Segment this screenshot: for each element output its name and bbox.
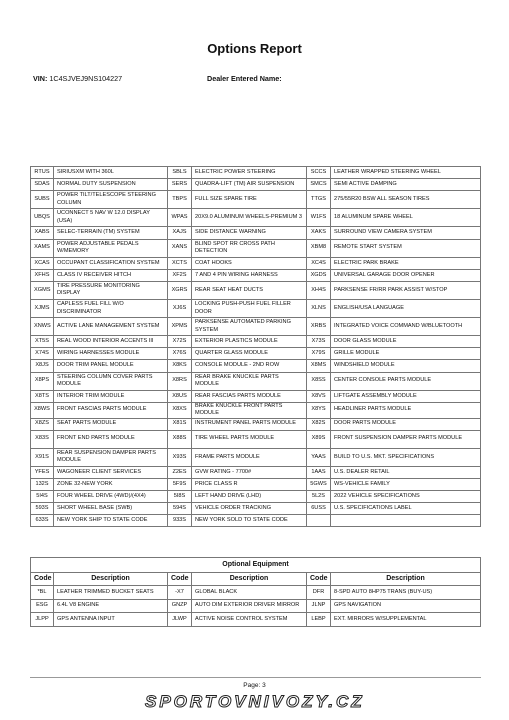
option-description-cell: U.S. DEALER RETAIL — [331, 466, 481, 478]
option-code-cell: XJ6S — [168, 299, 192, 317]
option-description-cell: BLIND SPOT RR CROSS PATH DETECTION — [192, 239, 307, 257]
option-description-cell: ACTIVE LANE MANAGEMENT SYSTEM — [54, 318, 168, 336]
vin-value: 1C4SJVEJ9NS104227 — [49, 74, 123, 83]
option-code-cell: Z2ES — [168, 466, 192, 478]
option-description-cell: SEMI ACTIVE DAMPING — [331, 179, 481, 191]
option-code-cell: X8TS — [31, 390, 54, 402]
option-description-cell: ZONE 32-NEW YORK — [54, 479, 168, 491]
option-code-cell: XC4S — [307, 257, 331, 269]
option-code-cell: YFES — [31, 466, 54, 478]
option-code-cell: X8XS — [168, 402, 192, 418]
table-row — [31, 430, 481, 448]
option-code-cell: YAAS — [307, 448, 331, 466]
option-code-cell: XCTS — [168, 257, 192, 269]
option-description-cell: DOOR PARTS MODULE — [331, 418, 481, 430]
column-header-description: Description — [331, 573, 481, 586]
option-code-cell: XAKS — [307, 227, 331, 239]
option-description-cell: DOOR GLASS MODULE — [331, 336, 481, 348]
option-description-cell: WAGONEER CLIENT SERVICES — [54, 466, 168, 478]
report-title: Options Report — [207, 41, 302, 56]
option-description-cell: CAPLESS FUEL FILL W/O DISCRIMINATOR — [54, 299, 168, 317]
table-row — [31, 257, 481, 269]
option-code-cell: UBQS — [31, 209, 54, 227]
table-row — [31, 515, 481, 527]
column-header-code: Code — [307, 573, 331, 586]
option-code-cell: TBPS — [168, 191, 192, 209]
option-code-cell: 132S — [31, 479, 54, 491]
table-row — [31, 167, 481, 179]
option-description-cell: WINDSHIELD MODULE — [331, 360, 481, 372]
option-description-cell: LEATHER WRAPPED STEERING WHEEL — [331, 167, 481, 179]
option-description-cell: HEADLINER PARTS MODULE — [331, 402, 481, 418]
standard-equipment-table — [30, 166, 481, 527]
option-description-cell: LEFT HAND DRIVE (LHD) — [192, 491, 307, 503]
option-description-cell: PRICE CLASS R — [192, 479, 307, 491]
option-description-cell: EXT. MIRRORS W/SUPPLEMENTAL — [331, 613, 481, 627]
option-code-cell: XANS — [168, 239, 192, 257]
option-description-cell: WS-VEHICLE FAMILY — [331, 479, 481, 491]
option-code-cell: X8PS — [31, 372, 54, 390]
option-code-cell: X79S — [307, 348, 331, 360]
option-code-cell: X83S — [31, 430, 54, 448]
table-row — [31, 479, 481, 491]
option-code-cell: X91S — [31, 448, 54, 466]
option-description-cell: INSTRUMENT PANEL PARTS MODULE — [192, 418, 307, 430]
option-code-cell: 593S — [31, 503, 54, 515]
option-code-cell: SBLS — [168, 167, 192, 179]
option-description-cell: NORMAL DUTY SUSPENSION — [54, 179, 168, 191]
option-code-cell: 594S — [168, 503, 192, 515]
table-row — [31, 503, 481, 515]
table-row — [31, 281, 481, 299]
table-row — [31, 348, 481, 360]
option-description-cell: REAR BRAKE KNUCKLE PARTS MODULE — [192, 372, 307, 390]
option-code-cell: X82S — [307, 418, 331, 430]
option-description-cell: CENTER CONSOLE PARTS MODULE — [331, 372, 481, 390]
option-description-cell: NEW YORK SHIP TO STATE CODE — [54, 515, 168, 527]
option-code-cell: 5I8S — [168, 491, 192, 503]
option-code-cell: -X7 — [168, 586, 192, 600]
option-description-cell: FRONT END PARTS MODULE — [54, 430, 168, 448]
option-description-cell: 18 ALUMINUM SPARE WHEEL — [331, 209, 481, 227]
option-description-cell: U.S. SPECIFICATIONS LABEL — [331, 503, 481, 515]
option-description-cell: CONSOLE MODULE - 2ND ROW — [192, 360, 307, 372]
option-description-cell: INTERIOR TRIM MODULE — [54, 390, 168, 402]
option-description-cell: TIRE PRESSURE MONITORING DISPLAY — [54, 281, 168, 299]
option-code-cell: X8US — [168, 390, 192, 402]
option-description-cell: 8-SPD AUTO 8HP75 TRANS (BUY-US) — [331, 586, 481, 600]
option-code-cell: XAMS — [31, 239, 54, 257]
option-description-cell: TIRE WHEEL PARTS MODULE — [192, 430, 307, 448]
option-code-cell: W1FS — [307, 209, 331, 227]
option-code-cell: 6USS — [307, 503, 331, 515]
option-description-cell: PARKSENSE FR/RR PARK ASSIST W/STOP — [331, 281, 481, 299]
option-description-cell: SELEC-TERRAIN (TM) SYSTEM — [54, 227, 168, 239]
option-code-cell: SCCS — [307, 167, 331, 179]
table-row — [31, 269, 481, 281]
option-code-cell: X81S — [168, 418, 192, 430]
option-code-cell: XT5S — [31, 336, 54, 348]
option-description-cell: 2022 VEHICLE SPECIFICATIONS — [331, 491, 481, 503]
option-code-cell: X73S — [307, 336, 331, 348]
option-code-cell: DFR — [307, 586, 331, 600]
option-description-cell: ELECTRIC PARK BRAKE — [331, 257, 481, 269]
option-code-cell: XNWS — [31, 318, 54, 336]
option-code-cell — [307, 515, 331, 527]
option-code-cell: X8ZS — [31, 418, 54, 430]
option-description-cell: STEERING COLUMN COVER PARTS MODULE — [54, 372, 168, 390]
option-code-cell: X93S — [168, 448, 192, 466]
option-code-cell: X72S — [168, 336, 192, 348]
option-code-cell: RTUS — [31, 167, 54, 179]
option-description-cell: 20X9.0 ALUMINUM WHEELS-PREMIUM 3 — [192, 209, 307, 227]
option-code-cell: JLNP — [307, 599, 331, 613]
option-code-cell: X88S — [168, 430, 192, 448]
table-row — [31, 179, 481, 191]
option-description-cell: SIDE DISTANCE WARNING — [192, 227, 307, 239]
table-row — [31, 299, 481, 317]
vin-line — [33, 74, 122, 83]
table-row — [31, 191, 481, 209]
option-description-cell: PARKSENSE AUTOMATED PARKING SYSTEM — [192, 318, 307, 336]
option-description-cell: FULL SIZE SPARE TIRE — [192, 191, 307, 209]
option-code-cell: X8VS — [307, 390, 331, 402]
option-description-cell: DOOR TRIM PANEL MODULE — [54, 360, 168, 372]
option-code-cell: XGMS — [31, 281, 54, 299]
optional-equipment-table — [30, 557, 481, 627]
option-description-cell: WIRING HARNESSES MODULE — [54, 348, 168, 360]
option-code-cell: XF2S — [168, 269, 192, 281]
column-header-description: Description — [192, 573, 307, 586]
table-row — [31, 402, 481, 418]
optional-equipment-title: Optional Equipment — [31, 558, 481, 573]
table-row — [31, 209, 481, 227]
option-code-cell: JLWP — [168, 613, 192, 627]
option-code-cell: 1AAS — [307, 466, 331, 478]
table-row — [31, 336, 481, 348]
option-code-cell: LEBP — [307, 613, 331, 627]
option-code-cell: XBM8 — [307, 239, 331, 257]
option-description-cell: OCCUPANT CLASSIFICATION SYSTEM — [54, 257, 168, 269]
option-code-cell: X76S — [168, 348, 192, 360]
option-description-cell: REAL WOOD INTERIOR ACCENTS III — [54, 336, 168, 348]
option-code-cell: X8RS — [168, 372, 192, 390]
option-code-cell: X8MS — [307, 360, 331, 372]
column-header-code: Code — [31, 573, 54, 586]
column-header-description: Description — [54, 573, 168, 586]
option-description-cell: BRAKE KNUCKLE FRONT PARTS MODULE — [192, 402, 307, 418]
option-description-cell: REAR FASCIAS PARTS MODULE — [192, 390, 307, 402]
option-description-cell: GVW RATING - 7700# — [192, 466, 307, 478]
option-description-cell: GLOBAL BLACK — [192, 586, 307, 600]
option-code-cell: XFHS — [31, 269, 54, 281]
option-description-cell: ACTIVE NOISE CONTROL SYSTEM — [192, 613, 307, 627]
option-code-cell: 933S — [168, 515, 192, 527]
option-code-cell: X74S — [31, 348, 54, 360]
option-code-cell: ESG — [31, 599, 54, 613]
option-description-cell: NEW YORK SOLD TO STATE CODE — [192, 515, 307, 527]
option-description-cell: REAR SUSPENSION DAMPER PARTS MODULE — [54, 448, 168, 466]
table-row — [31, 360, 481, 372]
option-description-cell: SEAT PARTS MODULE — [54, 418, 168, 430]
option-description-cell: SHORT WHEEL BASE (SWB) — [54, 503, 168, 515]
option-code-cell: 5I4S — [31, 491, 54, 503]
option-code-cell: 633S — [31, 515, 54, 527]
table-row — [31, 239, 481, 257]
option-description-cell: 7 AND 4 PIN WIRING HARNESS — [192, 269, 307, 281]
option-code-cell: 5F9S — [168, 479, 192, 491]
option-description-cell: SURROUND VIEW CAMERA SYSTEM — [331, 227, 481, 239]
option-description-cell: CLASS IV RECEIVER HITCH — [54, 269, 168, 281]
option-description-cell: FRONT FASCIAS PARTS MODULE — [54, 402, 168, 418]
option-code-cell: XPMS — [168, 318, 192, 336]
option-code-cell: 5L2S — [307, 491, 331, 503]
option-description-cell: LOCKING PUSH-PUSH FUEL FILLER DOOR — [192, 299, 307, 317]
option-description-cell — [331, 515, 481, 527]
option-description-cell: FRAME PARTS MODULE — [192, 448, 307, 466]
footer-divider — [30, 677, 481, 678]
option-description-cell: REAR SEAT HEAT DUCTS — [192, 281, 307, 299]
option-code-cell: TTGS — [307, 191, 331, 209]
option-description-cell: BUILD TO U.S. MKT. SPECIFICATIONS — [331, 448, 481, 466]
option-code-cell: WPAS — [168, 209, 192, 227]
option-description-cell: 6.4L V8 ENGINE — [54, 599, 168, 613]
option-description-cell: ELECTRIC POWER STEERING — [192, 167, 307, 179]
table-row — [31, 613, 481, 627]
table-row — [31, 418, 481, 430]
option-code-cell: XCAS — [31, 257, 54, 269]
table-row — [31, 318, 481, 336]
option-code-cell: X8JS — [31, 360, 54, 372]
option-code-cell: JLPP — [31, 613, 54, 627]
option-description-cell: SIRIUSXM WITH 360L — [54, 167, 168, 179]
option-description-cell: COAT HOOKS — [192, 257, 307, 269]
option-description-cell: GPS NAVIGATION — [331, 599, 481, 613]
table-row — [31, 448, 481, 466]
option-description-cell: LIFTGATE ASSEMBLY MODULE — [331, 390, 481, 402]
option-code-cell: SMCS — [307, 179, 331, 191]
option-code-cell: X8KS — [168, 360, 192, 372]
option-code-cell: XGDS — [307, 269, 331, 281]
page-number: Page: 3 — [243, 682, 266, 689]
option-code-cell: XGRS — [168, 281, 192, 299]
option-code-cell: XLNS — [307, 299, 331, 317]
option-code-cell: X89S — [307, 430, 331, 448]
option-description-cell: GRILLE MODULE — [331, 348, 481, 360]
option-description-cell: QUARTER GLASS MODULE — [192, 348, 307, 360]
option-description-cell: POWER TILT/TELESCOPE STEERING COLUMN — [54, 191, 168, 209]
table-row — [31, 599, 481, 613]
option-description-cell: INTEGRATED VOICE COMMAND W/BLUETOOTH — [331, 318, 481, 336]
dealer-label: Dealer Entered Name: — [207, 74, 282, 83]
vin-label: VIN: — [33, 74, 48, 83]
column-header-code: Code — [168, 573, 192, 586]
table-row — [31, 586, 481, 600]
option-description-cell: LEATHER TRIMMED BUCKET SEATS — [54, 586, 168, 600]
option-code-cell: SERS — [168, 179, 192, 191]
option-description-cell: GPS ANTENNA INPUT — [54, 613, 168, 627]
option-code-cell: XJMS — [31, 299, 54, 317]
table-row — [31, 227, 481, 239]
option-description-cell: ENGLISH/USA LANGUAGE — [331, 299, 481, 317]
option-description-cell: UCONNECT 5 NAV W 12.0 DISPLAY (USA) — [54, 209, 168, 227]
option-description-cell: QUADRA-LIFT (TM) AIR SUSPENSION — [192, 179, 307, 191]
option-code-cell: X8YS — [307, 402, 331, 418]
option-description-cell: POWER ADJUSTABLE PEDALS W/MEMORY — [54, 239, 168, 257]
option-code-cell: GNZP — [168, 599, 192, 613]
option-code-cell: XABS — [31, 227, 54, 239]
option-description-cell: EXTERIOR PLASTICS MODULE — [192, 336, 307, 348]
option-code-cell: X8WS — [31, 402, 54, 418]
table-row — [31, 390, 481, 402]
option-code-cell: SUBS — [31, 191, 54, 209]
option-code-cell: SDAS — [31, 179, 54, 191]
option-description-cell: FOUR WHEEL DRIVE (4WD)/(4X4) — [54, 491, 168, 503]
option-description-cell: AUTO DIM EXTERIOR DRIVER MIRROR — [192, 599, 307, 613]
table-row — [31, 466, 481, 478]
option-code-cell: X8SS — [307, 372, 331, 390]
option-code-cell: *BL — [31, 586, 54, 600]
option-code-cell: 5GWS — [307, 479, 331, 491]
option-code-cell: XRBS — [307, 318, 331, 336]
table-row — [31, 491, 481, 503]
option-description-cell: UNIVERSAL GARAGE DOOR OPENER — [331, 269, 481, 281]
option-code-cell: XH4S — [307, 281, 331, 299]
option-description-cell: FRONT SUSPENSION DAMPER PARTS MODULE — [331, 430, 481, 448]
option-code-cell: XAJS — [168, 227, 192, 239]
option-description-cell: 275/55R20 BSW ALL SEASON TIRES — [331, 191, 481, 209]
watermark: SPORTOVNIVOZY.CZ — [145, 692, 365, 711]
table-row — [31, 372, 481, 390]
option-description-cell: REMOTE START SYSTEM — [331, 239, 481, 257]
option-description-cell: VEHICLE ORDER TRACKING — [192, 503, 307, 515]
